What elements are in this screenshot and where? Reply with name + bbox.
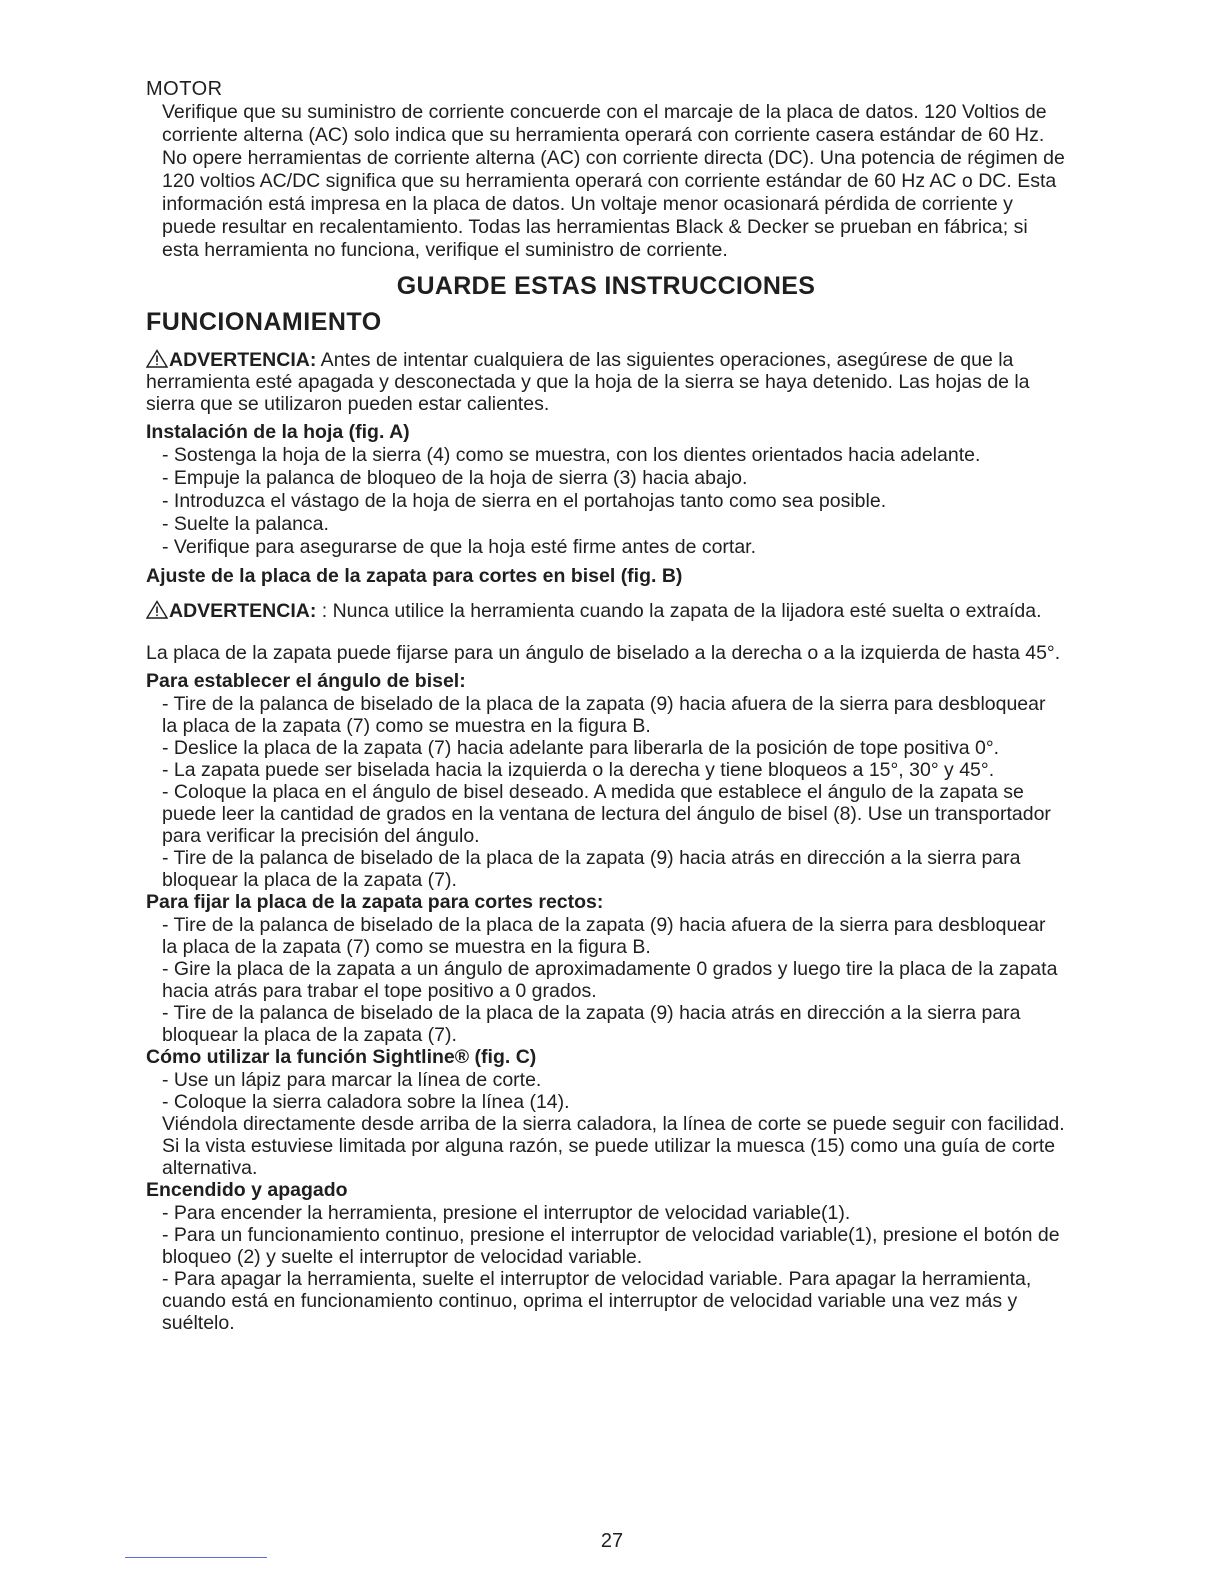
straight-list (146, 914, 1066, 1046)
set-angle-list (146, 693, 1066, 891)
warning-triangle-icon (146, 600, 168, 619)
page-number: 27 (600, 1530, 624, 1552)
list-item: Viéndola directamente desde arriba de la sierra caladora, la línea de corte se puede seguir con facilidad. Si la vista estuviese limitada por alguna razón, se puede utilizar la muesca (15) como una guía de corte alternativa. (162, 1113, 1065, 1179)
list-item: - Use un lápiz para marcar la línea de corte. (162, 1069, 542, 1091)
list-item: - Deslice la placa de la zapata (7) hacia adelante para liberarla de la posición de tope positiva 0°. (162, 737, 1000, 759)
set-angle-heading: Para establecer el ángulo de bisel: (146, 670, 466, 692)
warning-2-label: ADVERTENCIA: (169, 600, 317, 622)
list-item: - Tire de la palanca de biselado de la placa de la zapata (9) hacia atrás en dirección a la sierra para bloquear la placa de la zapata (7). (162, 1002, 1021, 1046)
list-item: - Empuje la palanca de bloqueo de la hoja de sierra (3) hacia abajo. (162, 467, 748, 489)
list-item: - Para apagar la herramienta, suelte el interruptor de velocidad variable. Para apagar la herramienta, cuando está en funcionamiento continuo, oprima el interruptor de velocidad variable una vez más y suéltelo. (162, 1268, 1032, 1334)
footer-divider (125, 1557, 267, 1558)
list-item: - Para encender la herramienta, presione el interruptor de velocidad variable(1). (162, 1202, 851, 1224)
list-item: - Gire la placa de la zapata a un ángulo de aproximadamente 0 grados y luego tire la placa de la zapata hacia atrás para trabar el tope positivo a 0 grados. (162, 958, 1058, 1002)
bevel-intro: La placa de la zapata puede fijarse para un ángulo de biselado a la derecha o a la izquierda de hasta 45°. (146, 642, 1061, 664)
bevel-heading: Ajuste de la placa de la zapata para cortes en bisel (fig. B) (146, 565, 683, 587)
warning-2-text: : Nunca utilice la herramienta cuando la zapata de la lijadora esté suelta o extraída. (316, 600, 1042, 622)
blade-list (146, 444, 1066, 559)
save-instructions-heading: GUARDE ESTAS INSTRUCCIONES (396, 272, 816, 300)
motor-heading: MOTOR (146, 78, 223, 100)
list-item: - Introduzca el vástago de la hoja de sierra en el portahojas tanto como sea posible. (162, 490, 887, 512)
list-item: - La zapata puede ser biselada hacia la izquierda o la derecha y tiene bloqueos a 15°, 30° y 45°. (162, 759, 995, 781)
motor-text: Verifique que su suministro de corriente concuerde con el marcaje de la placa de datos. 120 Voltios de corriente alterna (AC) solo indica que su herramienta operará con corriente casera estándar de 60 Hz. No opere herramientas de corriente alterna (AC) con corriente directa (DC). Una potencia de régimen de 120 voltios AC/DC significa que su herramienta operará con corriente estándar de 60 Hz AC o DC. Esta información está impresa en la placa de datos. Un voltaje menor ocasionará pérdida de corriente y puede resultar en recalentamiento. Todas las herramientas Black & Decker se prueban en fábrica; si esta herramienta no funciona, verifique el suministro de corriente. (162, 101, 1065, 261)
section-heading: FUNCIONAMIENTO (146, 308, 382, 336)
warning-1 (146, 349, 1066, 415)
list-item: - Coloque la sierra caladora sobre la línea (14). (162, 1091, 570, 1113)
power-heading: Encendido y apagado (146, 1179, 348, 1201)
list-item: - Para un funcionamiento continuo, presione el interruptor de velocidad variable(1), presione el botón de bloqueo (2) y suelte el interruptor de velocidad variable. (162, 1224, 1060, 1268)
sightline-list (146, 1069, 1066, 1179)
list-item: - Coloque la placa en el ángulo de bisel deseado. A medida que establece el ángulo de la zapata se puede leer la cantidad de grados en la ventana de lectura del ángulo de bisel (8). Use un transportador para verificar la precisión del ángulo. (162, 781, 1051, 847)
straight-heading: Para fijar la placa de la zapata para cortes rectos: (146, 891, 604, 913)
warning-2 (146, 600, 1066, 622)
list-item: - Tire de la palanca de biselado de la placa de la zapata (9) hacia afuera de la sierra para desbloquear la placa de la zapata (7) como se muestra en la figura B. (162, 693, 1046, 737)
list-item: - Suelte la palanca. (162, 513, 329, 535)
sightline-heading: Cómo utilizar la función Sightline® (fig. C) (146, 1046, 537, 1068)
blade-heading: Instalación de la hoja (fig. A) (146, 421, 410, 443)
warning-1-label: ADVERTENCIA: (169, 349, 317, 371)
list-item: - Sostenga la hoja de la sierra (4) como se muestra, con los dientes orientados hacia adelante. (162, 444, 981, 466)
list-item: - Verifique para asegurarse de que la hoja esté firme antes de cortar. (162, 536, 757, 558)
list-item: - Tire de la palanca de biselado de la placa de la zapata (9) hacia atrás en dirección a la sierra para bloquear la placa de la zapata (7). (162, 847, 1021, 891)
list-item: - Tire de la palanca de biselado de la placa de la zapata (9) hacia afuera de la sierra para desbloquear la placa de la zapata (7) como se muestra en la figura B. (162, 914, 1046, 958)
manual-page (146, 78, 1066, 1334)
warning-1-text: Antes de intentar cualquiera de las siguientes operaciones, asegúrese de que la herramienta esté apagada y desconectada y que la hoja de la sierra se haya detenido. Las hojas de la sierra que se utilizaron pueden estar calientes. (146, 349, 1030, 415)
warning-triangle-icon (146, 349, 168, 368)
power-list (146, 1202, 1066, 1334)
